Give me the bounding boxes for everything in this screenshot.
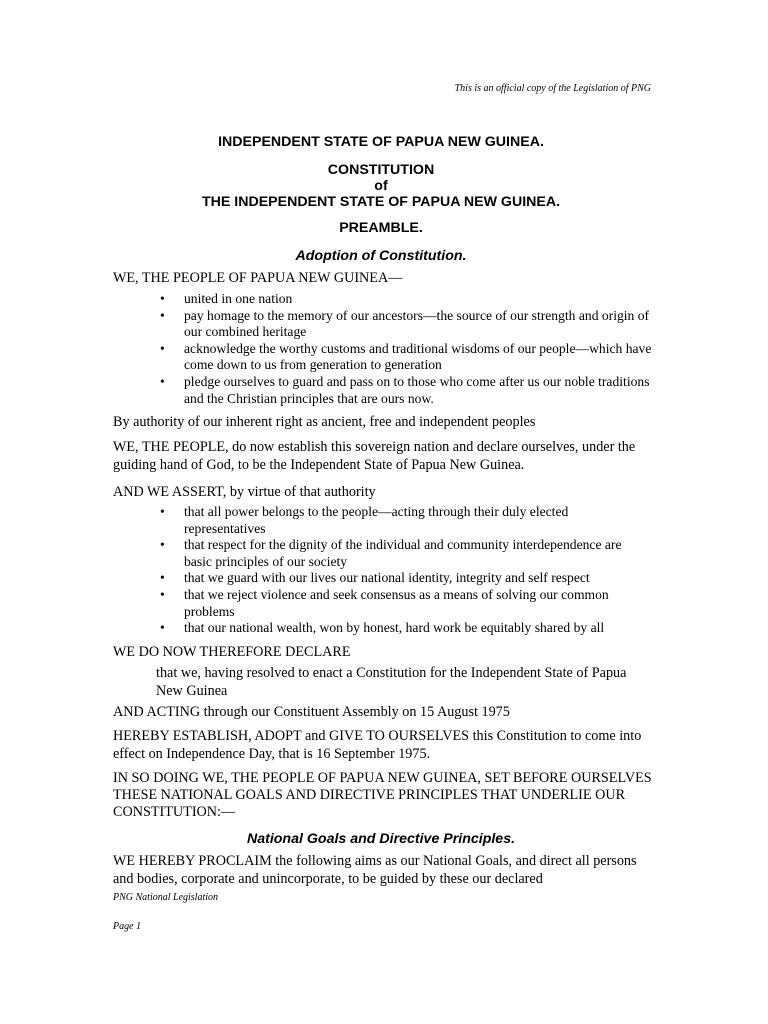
declare-text: that we, having resolved to enact a Constitution for the Independent State of Papua New Guinea bbox=[156, 665, 627, 699]
list-item: • that we guard with our lives our national identity, integrity and self respect bbox=[160, 570, 590, 586]
bullet-icon: • bbox=[160, 340, 165, 356]
bullet-icon: • bbox=[160, 307, 165, 323]
list-item: • that all power belongs to the people—acting through their duly elected representatives bbox=[160, 504, 569, 536]
list-item: • pledge ourselves to guard and pass on to those who come after us our noble traditions and the Christian principles that are ours now. bbox=[160, 373, 650, 406]
we-the-people-line: WE, THE PEOPLE OF PAPUA NEW GUINEA— bbox=[113, 270, 403, 286]
constitution-title: CONSTITUTION bbox=[327, 162, 435, 178]
assert-line: AND WE ASSERT, by virtue of that authority bbox=[113, 484, 376, 500]
bullet-icon: • bbox=[160, 586, 165, 602]
in-so-doing-paragraph: IN SO DOING WE, THE PEOPLE OF PAPUA NEW GUINEA, SET BEFORE OURSELVES THESE NATIONAL GOALS AND DIRECTIVE PRINCIPLES THAT UNDERLIE OUR CONSTITUTION:— bbox=[113, 770, 652, 820]
assert-bullet-list bbox=[160, 504, 652, 637]
list-item: • united in one nation bbox=[160, 291, 293, 306]
bullet-icon: • bbox=[160, 291, 165, 306]
acting-line: AND ACTING through our Constituent Assembly on 15 August 1975 bbox=[113, 704, 510, 720]
footer-legislation: PNG National Legislation bbox=[113, 892, 219, 903]
proclaim-paragraph: WE HEREBY PROCLAIM the following aims as our National Goals, and direct all persons and bodies, corporate and unincorporate, to be guided by these our declared bbox=[113, 853, 637, 887]
adoption-heading: Adoption of Constitution. bbox=[295, 248, 467, 264]
bullet-icon: • bbox=[160, 570, 165, 586]
hereby-paragraph: HEREBY ESTABLISH, ADOPT and GIVE TO OURSELVES this Constitution to come into effect on Independence Day, that is 16 September 1975. bbox=[113, 728, 642, 762]
by-authority-line: By authority of our inherent right as ancient, free and independent peoples bbox=[113, 414, 536, 430]
preamble-title: PREAMBLE. bbox=[339, 220, 423, 236]
bullet-icon: • bbox=[160, 620, 165, 636]
list-item: • that we reject violence and seek consensus as a means of solving our common problems bbox=[160, 586, 609, 619]
list-item: • acknowledge the worthy customs and traditional wisdoms of our people—which have come down to us from generation to generation bbox=[160, 340, 652, 373]
full-state-title: THE INDEPENDENT STATE OF PAPUA NEW GUINEA. bbox=[201, 194, 561, 210]
bullet-icon: • bbox=[160, 537, 165, 553]
of-title: of bbox=[374, 178, 388, 194]
official-copy-note: This is an official copy of the Legislation of PNG bbox=[454, 83, 651, 94]
bullet-icon: • bbox=[160, 504, 165, 519]
preamble-bullet-list bbox=[160, 291, 652, 407]
state-title: INDEPENDENT STATE OF PAPUA NEW GUINEA. bbox=[218, 134, 544, 150]
bullet-icon: • bbox=[160, 373, 165, 389]
list-item: • that respect for the dignity of the individual and community interdependence are basic principles of our society bbox=[160, 537, 622, 569]
declare-line: WE DO NOW THEREFORE DECLARE bbox=[113, 644, 351, 660]
list-item: • pay homage to the memory of our ancestors—the source of our strength and origin of our combined heritage bbox=[160, 307, 650, 340]
goals-heading: National Goals and Directive Principles. bbox=[246, 831, 516, 847]
establish-paragraph: WE, THE PEOPLE, do now establish this sovereign nation and declare ourselves, under the guiding hand of God, to be the Independent State of Papua New Guinea. bbox=[113, 439, 636, 473]
list-item: • that our national wealth, won by honest, hard work be equitably shared by all bbox=[160, 620, 605, 636]
page-number: Page 1 bbox=[113, 921, 142, 932]
